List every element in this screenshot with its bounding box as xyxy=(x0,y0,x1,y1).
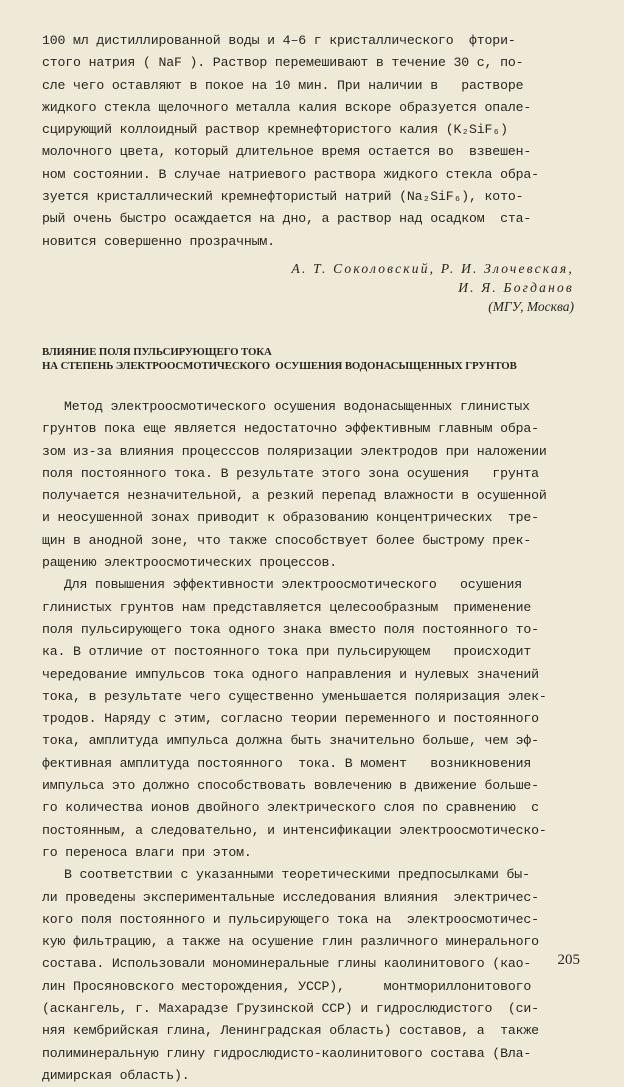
text-line: стого натрия ( NaF ). Раствор перемешивают в течение 30 с, по- xyxy=(42,55,524,71)
author-name-line: И. Я. Богданов xyxy=(458,280,574,295)
text-line: тродов. Наряду с этим, согласно теории переменного и постоянного xyxy=(42,711,539,727)
paragraph-first-line: Метод электроосмотического осушения водонасыщенных глинистых xyxy=(64,399,530,414)
text-line: кого поля постоянного и пульсирующего тока на электроосмотичес- xyxy=(42,911,539,927)
text-line: тока, в результате чего существенно уменьшается поляризация элек- xyxy=(42,688,547,704)
text-line: го количества ионов двойного электрического слоя по сравнению с xyxy=(42,800,539,816)
text-line: зуется кристаллический кремнефтористый натрий (Na₂SiF₆), кото- xyxy=(42,189,524,205)
text-line: ли проведены экспериментальные исследования влияния электричес- xyxy=(42,889,539,905)
text-line: фективная амплитуда постоянного тока. В момент возникновения xyxy=(42,755,532,771)
text-line: кую фильтрацию, а также на осушение глин различного минерального xyxy=(42,934,539,950)
text-line: няя кембрийская глина, Ленинградская область) составов, а также xyxy=(42,1023,539,1039)
text-line: ка. В отличие от постоянного тока при пульсирующем происходит xyxy=(42,644,532,660)
text-line: димирская область). xyxy=(42,1067,190,1083)
text-line: зом из-за влияния процесссов поляризации электродов при наложении xyxy=(42,443,547,459)
text-line: молочного цвета, который длительное время остается во взвешен- xyxy=(42,144,532,160)
page-number: 205 xyxy=(557,952,580,968)
author-block xyxy=(214,259,574,316)
text-line: щин в анодной зоне, что также способствует более быстрому прек- xyxy=(42,532,532,548)
text-line: полиминеральную глину гидрослюдисто-каолинитового состава (Вла- xyxy=(42,1045,532,1061)
author-affiliation: (МГУ, Москва) xyxy=(488,299,574,314)
article-title xyxy=(42,345,602,373)
text-line: ном состоянии. В случае натриевого раствора жидкого стекла обра- xyxy=(42,166,539,182)
paragraph-first-line: В соответствии с указанными теоретическими предпосылками бы- xyxy=(64,867,530,883)
intro-paragraph xyxy=(42,30,582,253)
text-line: тока, амплитуда импульса должна быть значительно больше, чем эф- xyxy=(42,733,539,749)
article-title-line-1: ВЛИЯНИЕ ПОЛЯ ПУЛЬСИРУЮЩЕГО ТОКА xyxy=(42,346,272,358)
text-line: глинистых грунтов нам представляется целесообразным применение xyxy=(42,599,532,615)
text-line: импульса это должно способствовать вовлечению в движение больше- xyxy=(42,778,539,794)
text-line: и неосушенной зонах приводит к образованию концентрических тре- xyxy=(42,510,539,526)
text-line: сцирующий коллоидный раствор кремнефтористого калия (K₂SiF₆) xyxy=(42,122,508,138)
text-line: 100 мл дистиллированной воды и 4–6 г кристаллического фтори- xyxy=(42,33,516,48)
paragraph-first-line: Для повышения эффективности электроосмотического осушения xyxy=(64,577,523,593)
text-line: поля пульсирующего тока одного знака вместо поля постоянного то- xyxy=(42,621,539,637)
text-line: сле чего оставляют в покое на 10 мин. При наличии в растворе xyxy=(42,77,524,93)
text-line: рый очень быстро осаждается на дно, а раствор над осадком ста- xyxy=(42,211,532,227)
text-line: жидкого стекла щелочного металла калия вскоре образуется опале- xyxy=(42,99,532,115)
article-body xyxy=(42,396,582,1087)
text-line: поля постоянного тока. В результате этого зона осушения грунта xyxy=(42,465,539,481)
text-line: постоянным, а следовательно, и интенсификации электроосмотическо- xyxy=(42,822,547,838)
author-names-line: А. Т. Соколовский, Р. И. Злочевская, xyxy=(291,261,574,276)
text-line: грунтов пока еще является недостаточно эффективным главным обра- xyxy=(42,421,539,437)
text-line: ращению электроосмотических процессов. xyxy=(42,555,338,571)
text-line: получается незначительной, а резкий перепад влажности в осушенной xyxy=(42,488,547,504)
text-line: (аскангель, г. Махарадзе Грузинской ССР) и гидрослюдистого (си- xyxy=(42,1001,539,1017)
text-line: чередование импульсов тока одного направления и нулевых значений xyxy=(42,666,539,682)
text-line: состава. Использовали мономинеральные глины каолинитового (као- xyxy=(42,956,532,972)
text-line: го переноса влаги при этом. xyxy=(42,844,252,860)
text-line: лин Просяновского месторождения, УССР), монтмориллонитового xyxy=(42,978,532,994)
article-title-line-2: НА СТЕПЕНЬ ЭЛЕКТРООСМОТИЧЕСКОГО ОСУШЕНИЯ ВОДОНАСЫЩЕННЫХ ГРУНТОВ xyxy=(42,360,517,372)
text-line: новится совершенно прозрачным. xyxy=(42,233,275,249)
